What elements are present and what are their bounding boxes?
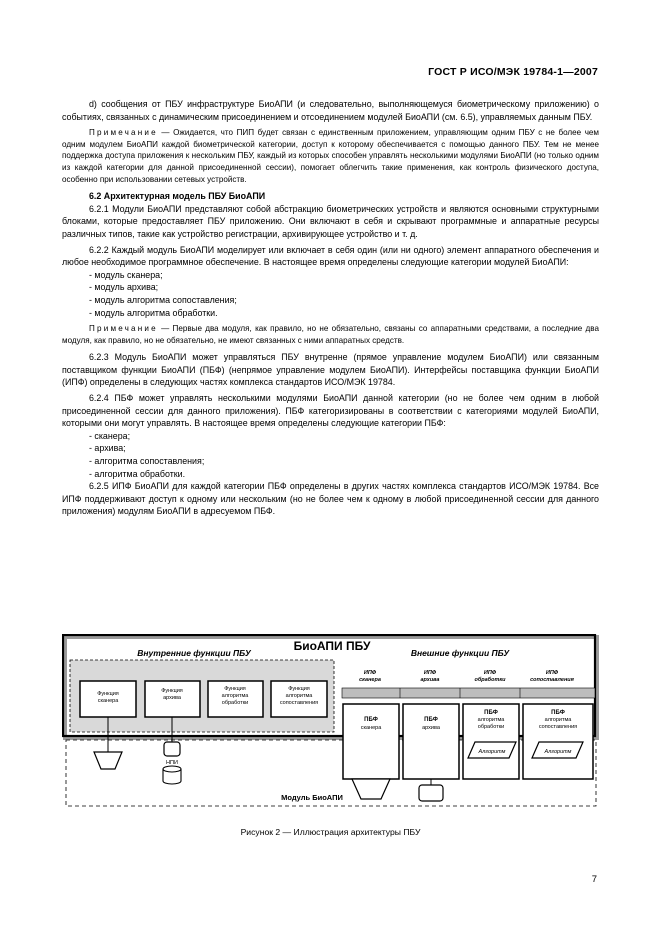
pbf-processing <box>463 704 519 779</box>
box-line: сопоставления <box>279 700 319 706</box>
ipf-label: ИПФ <box>423 670 437 676</box>
algorithm-label: Алгоритм <box>478 749 506 755</box>
box-line: обработки <box>477 724 505 730</box>
archive-device-icon <box>419 785 443 801</box>
internal-function-scanner <box>80 681 136 717</box>
box-line: архива <box>422 725 440 731</box>
note-1 <box>62 127 599 185</box>
box-line: архива <box>163 695 181 701</box>
running-header: ГОСТ Р ИСО/МЭК 19784-1—2007 <box>428 66 598 78</box>
paragraph-6-2-4: 6.2.4 ПБФ может управлять несколькими модулями БиоАПИ данной категории (но не более чем одним в любой присоединенной сессии для данного приложения). ПБФ категоризированы в соответствии с категориями модулей БиоАПИ, которыми они могут управлять. В настоящее время определены следующие категории ПБФ: <box>62 393 599 429</box>
npi-label: НПИ <box>166 760 178 766</box>
note-2 <box>62 323 599 346</box>
box-line: сканера <box>97 698 119 704</box>
figure-caption: Рисунок 2 — Иллюстрация архитектуры ПБУ <box>240 827 421 837</box>
box-line: ПБФ <box>551 710 565 716</box>
box-line: алгоритма <box>285 693 313 699</box>
list-item: - модуль архива; <box>89 282 159 293</box>
list-item: - модуль алгоритма сопоставления; <box>89 294 237 305</box>
list-item: - алгоритма обработки. <box>89 468 186 479</box>
ipf-label: сканера <box>359 677 381 683</box>
box-line: алгоритма <box>477 717 505 723</box>
box-line: ПБФ <box>484 710 498 716</box>
paragraph-6-2-1: 6.2.1 Модули БиоАПИ представляют собой абстракцию биометрических устройств и являются основными структурными блоками, которые предоставляет ПБУ приложению. Они включают в себя и скрывают программные и аппаратные ресурсы различных типов, такие как устройство регистрации, архивирующее устройство и т. д. <box>62 203 599 239</box>
paragraph-6-2-2: 6.2.2 Каждый модуль БиоАПИ моделирует или включает в себя один (или ни одного) элемент аппаратного обеспечения и любое необходимое программное обеспечение. В настоящее время определены следующие категории модулей БиоАПИ: <box>62 244 599 268</box>
pbf-archive <box>403 704 459 779</box>
internal-function-processing <box>208 681 263 717</box>
module-label: Модуль БиоАПИ <box>281 793 343 802</box>
note-label: Примечание <box>89 128 158 138</box>
ipf-label: ИПФ <box>483 670 497 676</box>
box-line: сканера <box>360 725 382 731</box>
section-heading: 6.2 Архитектурная модель ПБУ БиоАПИ <box>89 191 266 202</box>
scanner-device-icon <box>94 752 122 769</box>
note-text: — Первые два модуля, как правило, но не обязательно, связаны со аппаратными средствами, а последние два модуля, как правило, но не обязательно, не имеют связанных с ними аппаратных средств. <box>62 324 599 345</box>
list-item: - архива; <box>89 443 126 454</box>
internal-function-archive <box>145 681 200 717</box>
pbf-matching <box>523 704 593 779</box>
architecture-diagram <box>62 634 602 812</box>
list-item: - модуль алгоритма обработки. <box>89 307 218 318</box>
ipf-label: обработки <box>474 677 506 683</box>
note-label: Примечание <box>89 324 158 334</box>
archive-device-icon <box>164 742 180 756</box>
paragraph-6-2-3: 6.2.3 Модуль БиоАПИ может управляться ПБУ внутренне (прямое управление модулем БиоАПИ) или связанным поставщиком функции БиоАПИ (ПБФ) (непрямое управление модулем БиоАПИ). Интерфейсы поставщика функции БиоАПИ (ИПФ) определены в следующих частях комплекса стандартов ИСО/МЭК 19784. <box>62 352 599 388</box>
box-line: Функция <box>288 686 310 692</box>
ipf-label: ИПФ <box>545 670 559 676</box>
ipf-label: архива <box>420 677 440 683</box>
diagram-title: БиоАПИ ПБУ <box>293 639 371 653</box>
external-label: Внешние функции ПБУ <box>410 648 510 658</box>
box-line: Функция <box>97 691 119 697</box>
box-line: сопоставления <box>538 724 578 730</box>
pbf-scanner <box>343 704 399 779</box>
page-number: 7 <box>591 874 597 885</box>
list-item: - сканера; <box>89 430 131 441</box>
page-body <box>62 98 599 518</box>
list-item: - алгоритма сопоставления; <box>89 456 205 467</box>
ipf-label: сопоставления <box>530 677 574 683</box>
box-line: алгоритма <box>544 717 572 723</box>
list-item: - модуль сканера; <box>89 269 163 280</box>
paragraph-6-2-5: 6.2.5 ИПФ БиоАПИ для каждой категории ПБФ определены в других частях комплекса стандартов ИСО/МЭК 19784. Все ИПФ поддерживают доступ к одному или нескольким (но не более чем к одному в любой присоединенной сессии для данного приложения) модулям БиоАПИ в адресуемом ПБФ. <box>62 481 599 517</box>
note-text: — Ожидается, что ПИП будет связан с единственным приложением, управляющим одним ПБУ с не более чем одним модулем БиоАПИ каждой биометрической категории, доступ к которому обеспечивается с помощью данного ПБУ. Тем не менее поддержка доступа приложения к нескольким ПБУ, каждый из которых способен управлять несколькими модулями БиоАПИ (но только одним из каждой категории для данной присоединенной сессии), помогает облегчить такие применения, как контроль физического доступа, особенно при использовании сетевых устройств. <box>62 128 599 184</box>
ipf-label: ИПФ <box>363 670 377 676</box>
box-line: Функция <box>224 686 246 692</box>
internal-label: Внутренние функции ПБУ <box>137 648 251 658</box>
box-line: ПБФ <box>424 717 438 723</box>
interface-bar <box>342 688 595 698</box>
scanner-device-icon <box>352 779 390 799</box>
internal-function-matching <box>271 681 327 717</box>
box-line: ПБФ <box>364 717 378 723</box>
box-line: обработки <box>221 700 249 706</box>
box-line: алгоритма <box>221 693 249 699</box>
algorithm-label: Алгоритм <box>544 749 572 755</box>
box-line: Функция <box>161 688 183 694</box>
paragraph-d: d) сообщения от ПБУ инфраструктуре БиоАПИ (и следовательно, выполняющемуся биометрическому приложению) о событиях, связанных с динамическим присоединением и отсоединением модулей БиоАПИ (см. 6.5), управляемых данным ПБУ. <box>62 99 599 122</box>
database-icon <box>163 766 181 784</box>
